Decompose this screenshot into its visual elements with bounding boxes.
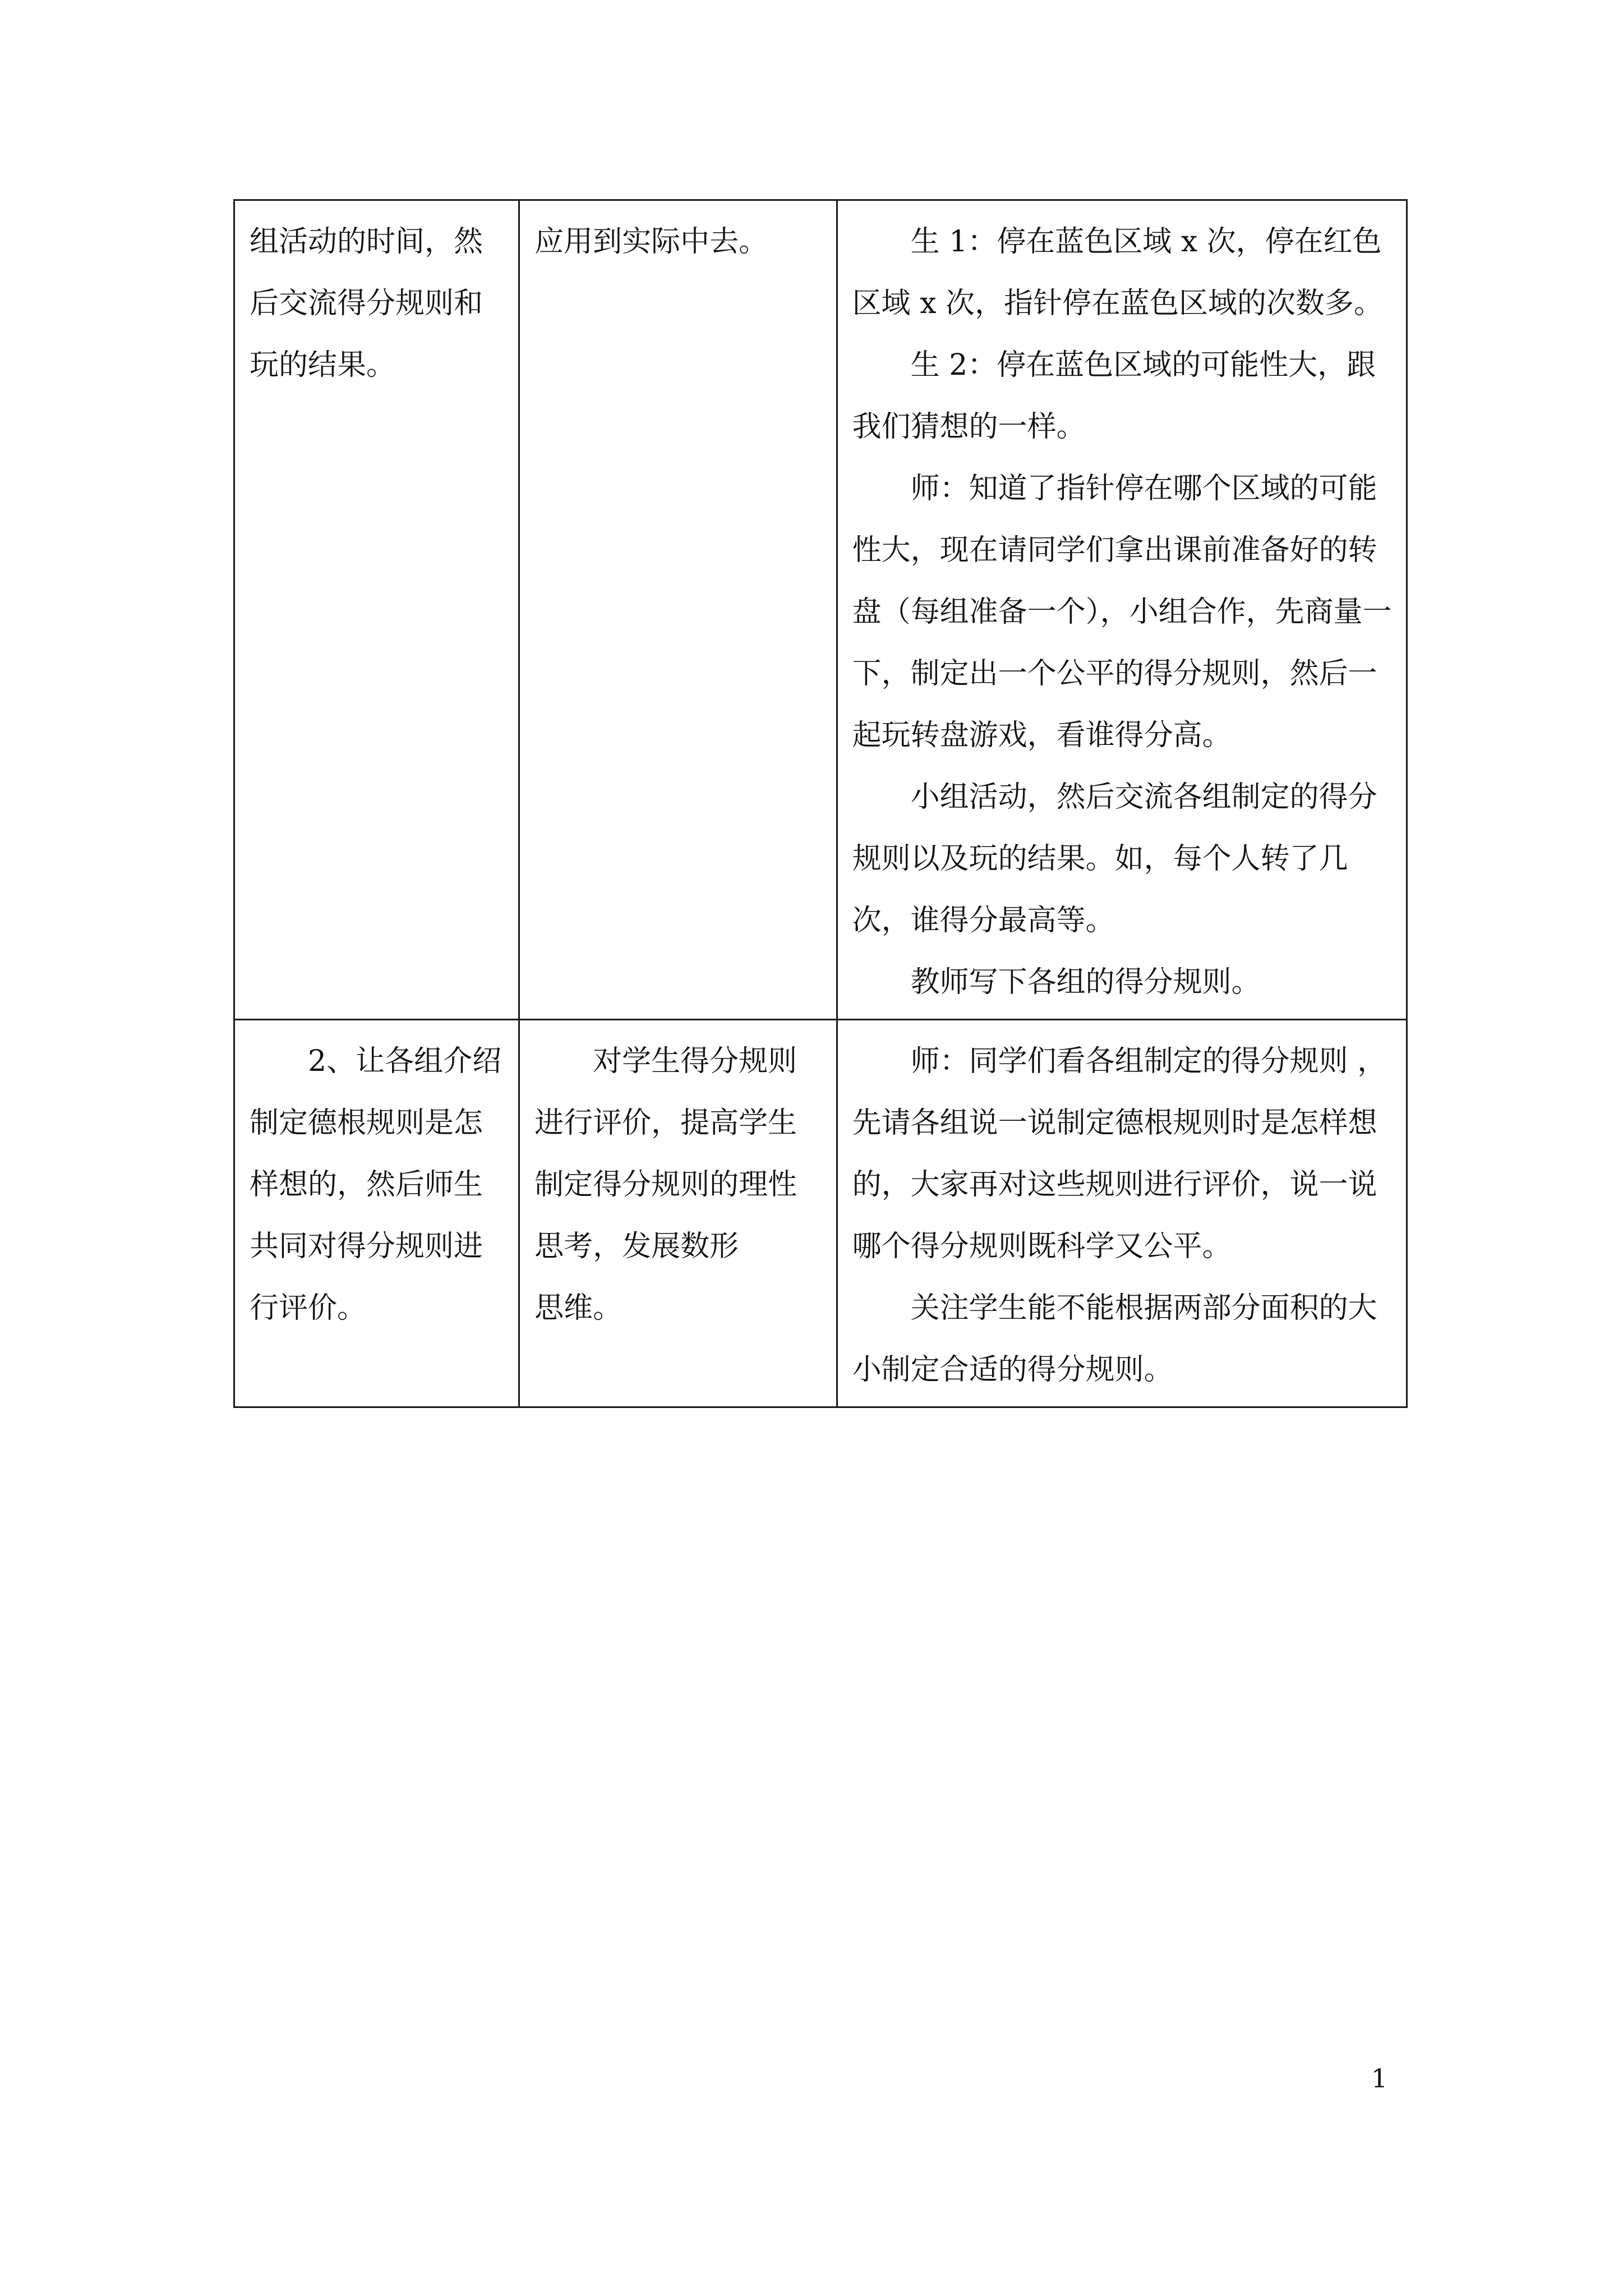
- process-paragraph: 生 2：停在蓝色区域的可能性大，跟我们猜想的一样。: [852, 348, 1376, 444]
- process-paragraph: 小组活动，然后交流各组制定的得分规则以及玩的结果。如，每个人转了几次，谁得分最高等。: [852, 780, 1377, 937]
- page-number: 1: [1371, 2063, 1388, 2093]
- intent-cell: [519, 200, 837, 1020]
- process-paragraph: 师：知道了指针停在哪个区域的可能性大，现在请同学们拿出课前准备好的转盘（每组准备一个），小组合作，先商量一下，制定出一个公平的得分规则，然后一起玩转盘游戏，看谁得分高。: [852, 472, 1392, 752]
- process-paragraph: 师：同学们看各组制定的得分规则 ，先请各组说一说制定德根规则时是怎样想的，大家再对这些规则进行评价，说一说哪个得分规则既科学又公平。: [852, 1045, 1387, 1263]
- lesson-table: [233, 199, 1408, 1408]
- process-paragraph: 生 1：停在蓝色区域 x 次，停在红色区域 x 次，指针停在蓝色区域的次数多。: [852, 225, 1384, 320]
- intent-cell: [519, 1020, 837, 1407]
- process-paragraph: 教师写下各组的得分规则。: [910, 965, 1261, 999]
- activity-text: 2、让各组介绍制定德根规则是怎样想的，然后师生共同对得分规则进行评价。: [250, 1045, 502, 1325]
- process-cell: [837, 1020, 1407, 1407]
- table-row: [234, 200, 1407, 1020]
- activity-cell: [234, 200, 519, 1020]
- activity-cell: [234, 1020, 519, 1407]
- process-paragraph: 关注学生能不能根据两部分面积的大小制定合适的得分规则。: [852, 1291, 1377, 1387]
- process-cell: [837, 200, 1407, 1020]
- table-body: [234, 200, 1407, 1407]
- intent-text: 应用到实际中去。: [534, 225, 768, 259]
- intent-text: 对学生得分规则进行评价，提高学生制定得分规则的理性思考，发展数形 思维。: [534, 1045, 797, 1325]
- activity-text: 组活动的时间，然后交流得分规则和玩的结果。: [250, 225, 483, 382]
- table-row: [234, 1020, 1407, 1407]
